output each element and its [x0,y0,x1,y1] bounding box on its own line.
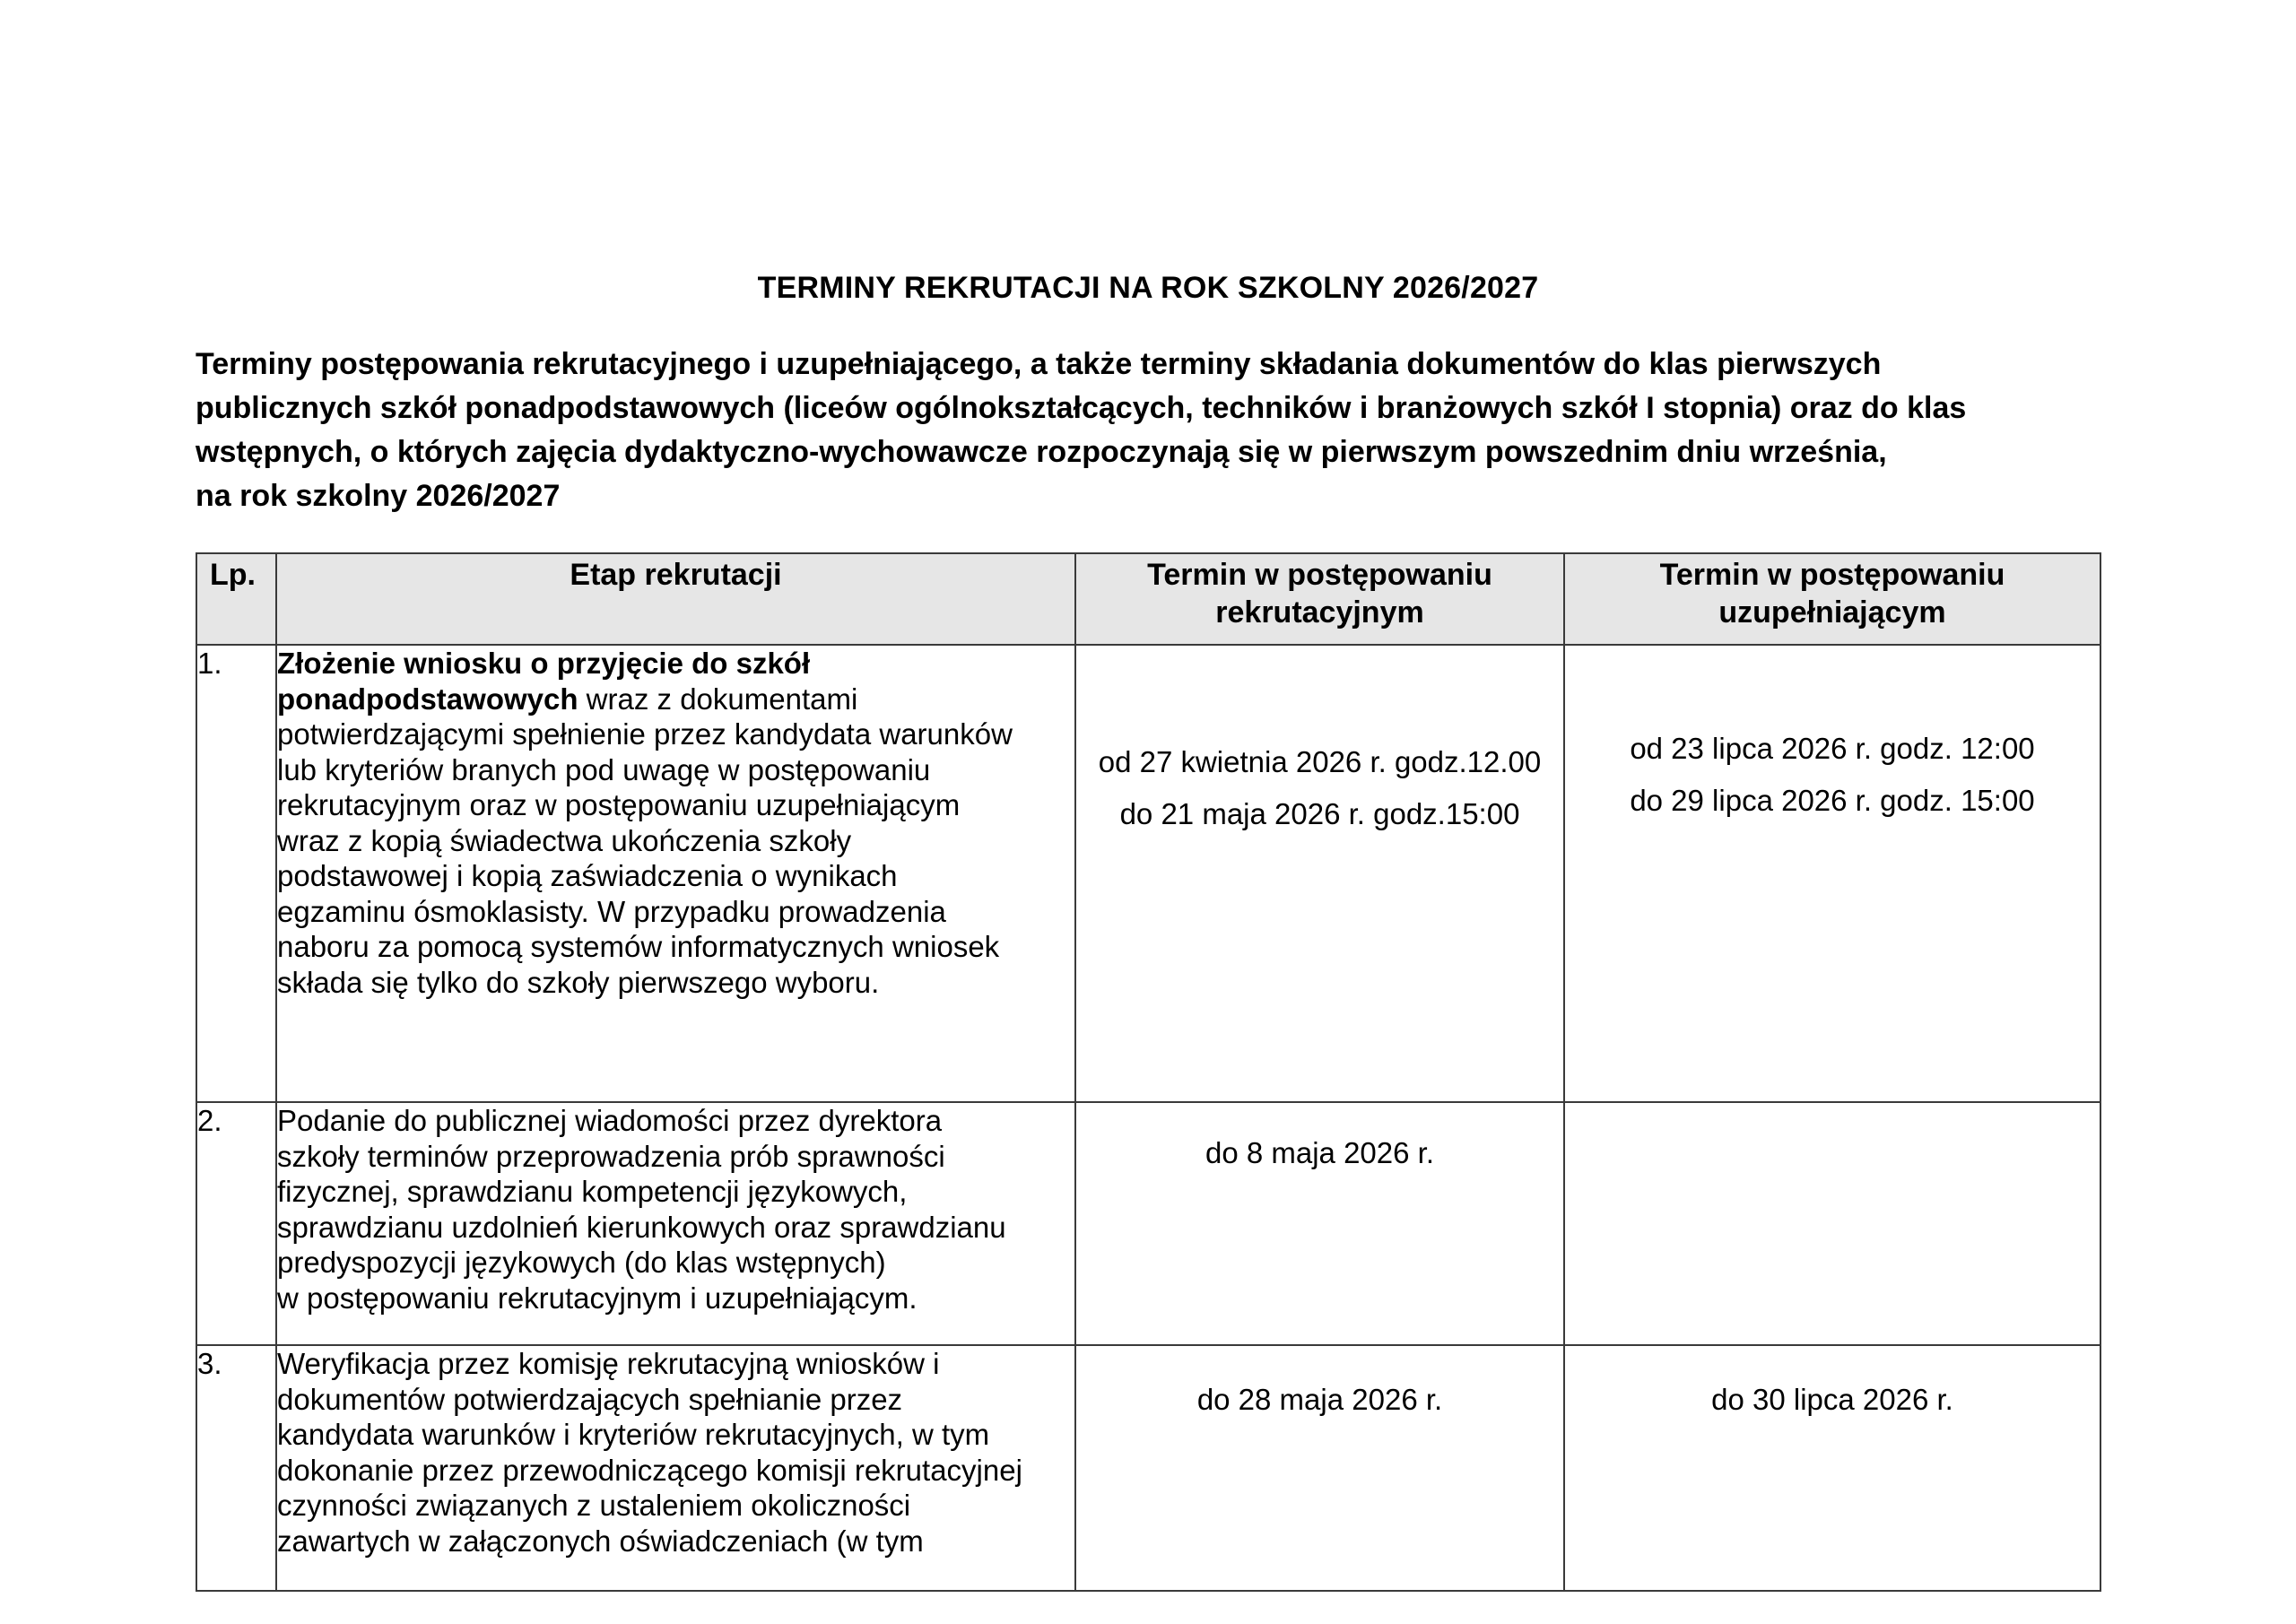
table-row [196,1345,2100,1591]
header-termin-rekrutacyjne [1075,553,1564,645]
etap-text: szkoły terminów przeprowadzenia prób sprawności [277,1139,945,1173]
date-text: od 27 kwietnia 2026 r. godz.12.00 [1098,745,1542,778]
etap-text: dokumentów potwierdzających spełnianie przez [277,1382,903,1416]
table-header-row [196,553,2100,645]
cell-lp: 3. [196,1345,276,1591]
header-lp: Lp. [196,553,276,645]
etap-text: Podanie do publicznej wiadomości przez dyrektora [277,1104,943,1137]
intro-line: publicznych szkół ponadpodstawowych (liceów ogólnokształcących, techników i branżowych szkół I stopnia) oraz do klas [196,391,1967,425]
date-text: do 21 maja 2026 r. godz.15:00 [1119,797,1520,830]
schedule-table [196,552,2101,1592]
etap-text: fizycznej, sprawdzianu kompetencji językowych, [277,1175,908,1208]
date-text: od 23 lipca 2026 r. godz. 12:00 [1630,732,2035,765]
cell-termin-uzupelniajace [1564,645,2100,1102]
cell-termin-rekrutacyjne [1075,1102,1564,1345]
etap-text: potwierdzającymi spełnienie przez kandydata warunków [277,717,1013,751]
etap-text: podstawowej i kopią zaświadczenia o wynikach [277,859,898,892]
date-text: do 29 lipca 2026 r. godz. 15:00 [1630,784,2035,817]
etap-text: składa się tylko do szkoły pierwszego wyboru. [277,965,880,999]
etap-text: lub kryteriów branych pod uwagę w postępowaniu [277,752,931,786]
etap-bold-text: Złożenie wniosku o przyjęcie do szkół [277,647,811,680]
cell-etap [276,1102,1075,1345]
table-row [196,645,2100,1102]
header-line: uzupełniającym [1718,595,1946,630]
etap-text: dokonanie przez przewodniczącego komisji rekrutacyjnej [277,1453,1022,1487]
document-title: TERMINY REKRUTACJI NA ROK SZKOLNY 2026/2027 [757,271,1539,305]
cell-lp: 2. [196,1102,276,1345]
etap-text: wraz z dokumentami [578,682,858,716]
header-line: Termin w postępowaniu [1659,558,2005,592]
header-termin-uzupelniajace [1564,553,2100,645]
table-row [196,1102,2100,1345]
cell-termin-rekrutacyjne [1075,1345,1564,1591]
etap-text: czynności związanych z ustaleniem okoliczności [277,1489,911,1522]
etap-text: naboru za pomocą systemów informatycznych wniosek [277,930,1000,963]
etap-text: w postępowaniu rekrutacyjnym i uzupełniającym. [277,1281,918,1315]
etap-text: kandydata warunków i kryteriów rekrutacyjnych, w tym [277,1418,990,1451]
header-line: Termin w postępowaniu [1147,558,1492,592]
cell-termin-uzupelniajace [1564,1345,2100,1591]
etap-text: wraz z kopią świadectwa ukończenia szkoły [277,823,852,857]
cell-termin-rekrutacyjne [1075,645,1564,1102]
cell-etap [276,645,1075,1102]
intro-line: wstępnych, o których zajęcia dydaktyczno-wychowawcze rozpoczynają się w pierwszym powszednim dniu września, [196,435,1887,469]
date-text: do 30 lipca 2026 r. [1711,1383,1953,1416]
header-line: rekrutacyjnym [1215,595,1424,630]
header-etap: Etap rekrutacji [276,553,1075,645]
cell-lp: 1. [196,645,276,1102]
etap-text: zawartych w załączonych oświadczeniach (w tym [277,1524,924,1558]
date-text: do 8 maja 2026 r. [1205,1136,1434,1169]
cell-termin-uzupelniajace-empty [1564,1102,2100,1345]
intro-line: na rok szkolny 2026/2027 [196,479,561,513]
etap-text: egzaminu ósmoklasisty. W przypadku prowadzenia [277,894,946,928]
etap-text: Weryfikacja przez komisję rekrutacyjną wniosków i [277,1347,940,1380]
etap-text: sprawdzianu uzdolnień kierunkowych oraz sprawdzianu [277,1210,1006,1244]
intro-line: Terminy postępowania rekrutacyjnego i uzupełniającego, a także terminy składania dokumentów do klas pierwszych [196,347,1882,381]
etap-text: rekrutacyjnym oraz w postępowaniu uzupełniającym [277,788,961,821]
intro-paragraph [196,343,2151,518]
date-text: do 28 maja 2026 r. [1196,1383,1443,1416]
etap-text: predyspozycji językowych (do klas wstępnych) [277,1246,886,1279]
cell-etap [276,1345,1075,1591]
etap-bold-text: ponadpodstawowych [277,682,578,716]
